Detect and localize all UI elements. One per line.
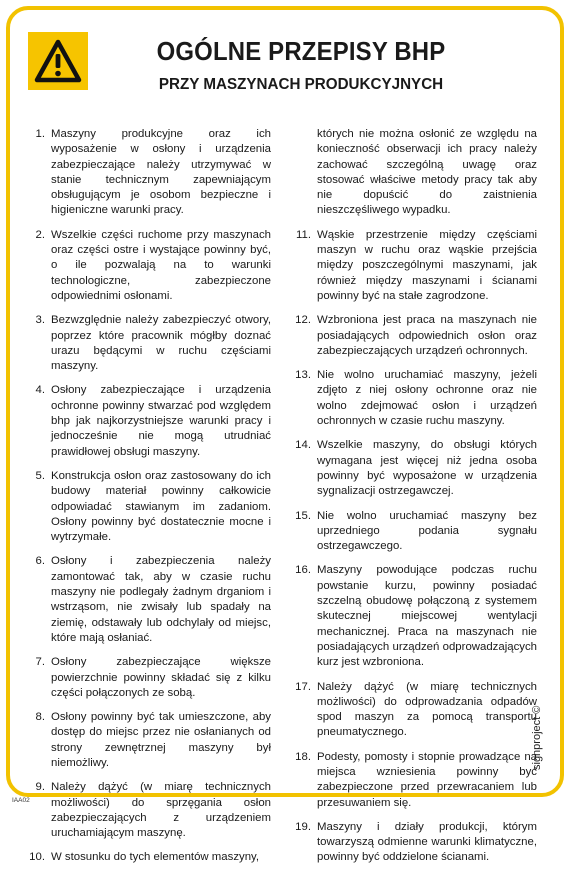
rule-text: Podesty, pomosty i stopnie prowadzące na miejsca wzniesienia powinny być zabezpieczone przed przewracaniem lub przesuwaniem się. xyxy=(317,750,537,809)
rule-number: 15. xyxy=(295,509,311,522)
rule-number: 5. xyxy=(35,469,45,482)
rule-item xyxy=(28,780,271,841)
rule-item xyxy=(294,368,537,429)
rule-number: 14. xyxy=(295,439,311,452)
rule-number: 17. xyxy=(295,680,311,693)
rule-number: 13. xyxy=(295,369,311,382)
rules-column-right xyxy=(294,127,537,875)
product-code: IAA02 xyxy=(12,797,30,804)
rule-item xyxy=(294,820,537,866)
rule-text: Nie wolno uruchamiać maszyny, jeżeli zdjęto z niej osłony ochronne oraz nie wolno zdejmować osłon i urządzeń ochronnych w czasie ruchu maszyny. xyxy=(317,369,537,428)
rule-number: 2. xyxy=(35,228,45,241)
rule-item xyxy=(28,655,271,701)
rule-item xyxy=(28,554,271,646)
page-subtitle: PRZY MASZYNACH PRODUKCYJNYCH xyxy=(158,76,444,93)
rule-number: 8. xyxy=(35,711,45,724)
rule-text: Wszelkie maszyny, do obsługi których wymagana jest więcej niż jedna osoba powinny być wyposażone w urządzenia sygnalizacji ostrzegawczej. xyxy=(317,439,537,498)
page-title: OGÓLNE PRZEPISY BHP xyxy=(156,36,446,66)
warning-triangle-icon xyxy=(33,37,83,85)
rule-10-continuation: których nie można osłonić ze względu na konieczność obserwacji ich pracy należy zachować szczególną uwagę oraz stosować właściwe metody pracy tak aby nie dopuścić do zaistnienia nieszczęśliwego wypadku. xyxy=(317,128,537,217)
rule-number: 19. xyxy=(295,820,311,833)
rule-item xyxy=(28,127,271,219)
rule-item xyxy=(28,313,271,374)
rule-number: 16. xyxy=(295,564,311,577)
rule-item xyxy=(28,228,271,304)
rule-text: Osłony powinny być tak umieszczone, aby dostęp do miejsc przez nie osłanianych od strony zewnętrznej maszyny był niemożliwy. xyxy=(51,711,271,769)
rule-item xyxy=(294,313,537,359)
brand-mark: signproject © xyxy=(531,705,543,770)
rule-number: 1. xyxy=(35,128,45,140)
rule-number: 3. xyxy=(35,314,45,327)
warning-sign xyxy=(28,32,88,90)
rule-item xyxy=(294,509,537,555)
rule-text: Osłony zabezpieczające i urządzenia ochronne powinny stwarzać pod względem bhp jak najkorzystniejsze warunki pracy i jednocześnie nie mogą utrudniać prawidłowej obsługi maszyny. xyxy=(51,384,271,458)
rule-number: 4. xyxy=(35,384,45,397)
rule-text: Maszyny powodujące podczas ruchu powstanie kurzu, powinny posiadać szczelną obudowę połączoną z systemem skutecznej miejscowej wentylacji mechanicznej. Praca na maszynach nie posiadających urządzeń odprowadzających kurz jest wzbroniona. xyxy=(317,564,537,669)
rule-text: Konstrukcja osłon oraz zastosowany do ich budowy materiał powinny całkowicie odpowiadać stawianym im zadaniom. Osłony powinny być dostatecznie mocne i wytrzymałe. xyxy=(51,469,271,544)
rules-column-left xyxy=(28,127,271,875)
rule-item xyxy=(28,850,271,865)
rule-text: Wszelkie części ruchome przy maszynach oraz części ostre i wystające powinny być, o ile pozwalają na to warunki technologiczne, zabezpieczone odpowiednimi osłonami. xyxy=(51,228,271,302)
rule-number: 9. xyxy=(35,781,45,794)
rule-item xyxy=(294,750,537,811)
rule-text: Należy dążyć (w miarę technicznych możliwości) do odprowadzania odpadów spod maszyn za pomocą transportu pneumatycznego. xyxy=(317,680,537,739)
rule-number: 6. xyxy=(35,555,45,568)
rule-number: 10. xyxy=(29,851,45,864)
rule-text: Osłony zabezpieczające większe powierzchnie powinny składać się z kilku części połączonych ze sobą. xyxy=(51,656,271,699)
rule-text: Maszyny produkcyjne oraz ich wyposażenie w osłony i urządzenia zabezpieczające należy utrzymywać w stanie technicznym zapewniającym obsługującym je osobom bezpieczne i higieniczne warunki pracy. xyxy=(51,128,271,217)
rule-item xyxy=(28,469,271,545)
rule-item xyxy=(294,680,537,741)
rule-item xyxy=(28,383,271,459)
rule-text: Maszyny i działy produkcji, którym towarzyszą odmienne warunki klimatyczne, powinny być oddzielone ścianami. xyxy=(317,820,537,864)
rule-text: Wąskie przestrzenie między częściami maszyn w ruchu oraz wąskie przejścia między poszczególnymi maszynami, jak również między maszynami i ścianami powinny być na stałe zagrodzone. xyxy=(317,228,537,302)
rule-text: Należy dążyć (w miarę technicznych możliwości) do sprzęgania osłon zabezpieczających z urządzeniem uruchamiającym maszynę. xyxy=(51,781,271,840)
rule-item xyxy=(28,710,271,771)
rule-item xyxy=(294,228,537,304)
rule-item xyxy=(294,563,537,670)
rule-number: 7. xyxy=(35,656,45,669)
rule-number: 18. xyxy=(295,750,311,763)
rule-number: 12. xyxy=(295,314,311,327)
rule-item xyxy=(294,438,537,499)
rule-text: Bezwzględnie należy zabezpieczyć otwory, poprzez które pracownik mógłby doznać urazu będącymi w ruchu częściami maszyny. xyxy=(51,314,271,373)
rule-text: W stosunku do tych elementów maszyny, xyxy=(51,851,260,864)
rule-number: 11. xyxy=(296,228,311,241)
rule-text: Osłony i zabezpieczenia należy zamontować tak, aby w czasie ruchu maszyny nie podlegały żadnym drganiom i wstrząsom, nie zwisały lub spadały na ziemię, odstawały lub odchylały od miejsc, które mają osłaniać. xyxy=(51,555,271,644)
rule-text: Nie wolno uruchamiać maszyny bez uprzedniego podania sygnału ostrzegawczego. xyxy=(317,509,537,553)
rule-text: Wzbroniona jest praca na maszynach nie posiadających odpowiednich osłon oraz zabezpieczających urządzeń ochronnych. xyxy=(317,314,537,357)
